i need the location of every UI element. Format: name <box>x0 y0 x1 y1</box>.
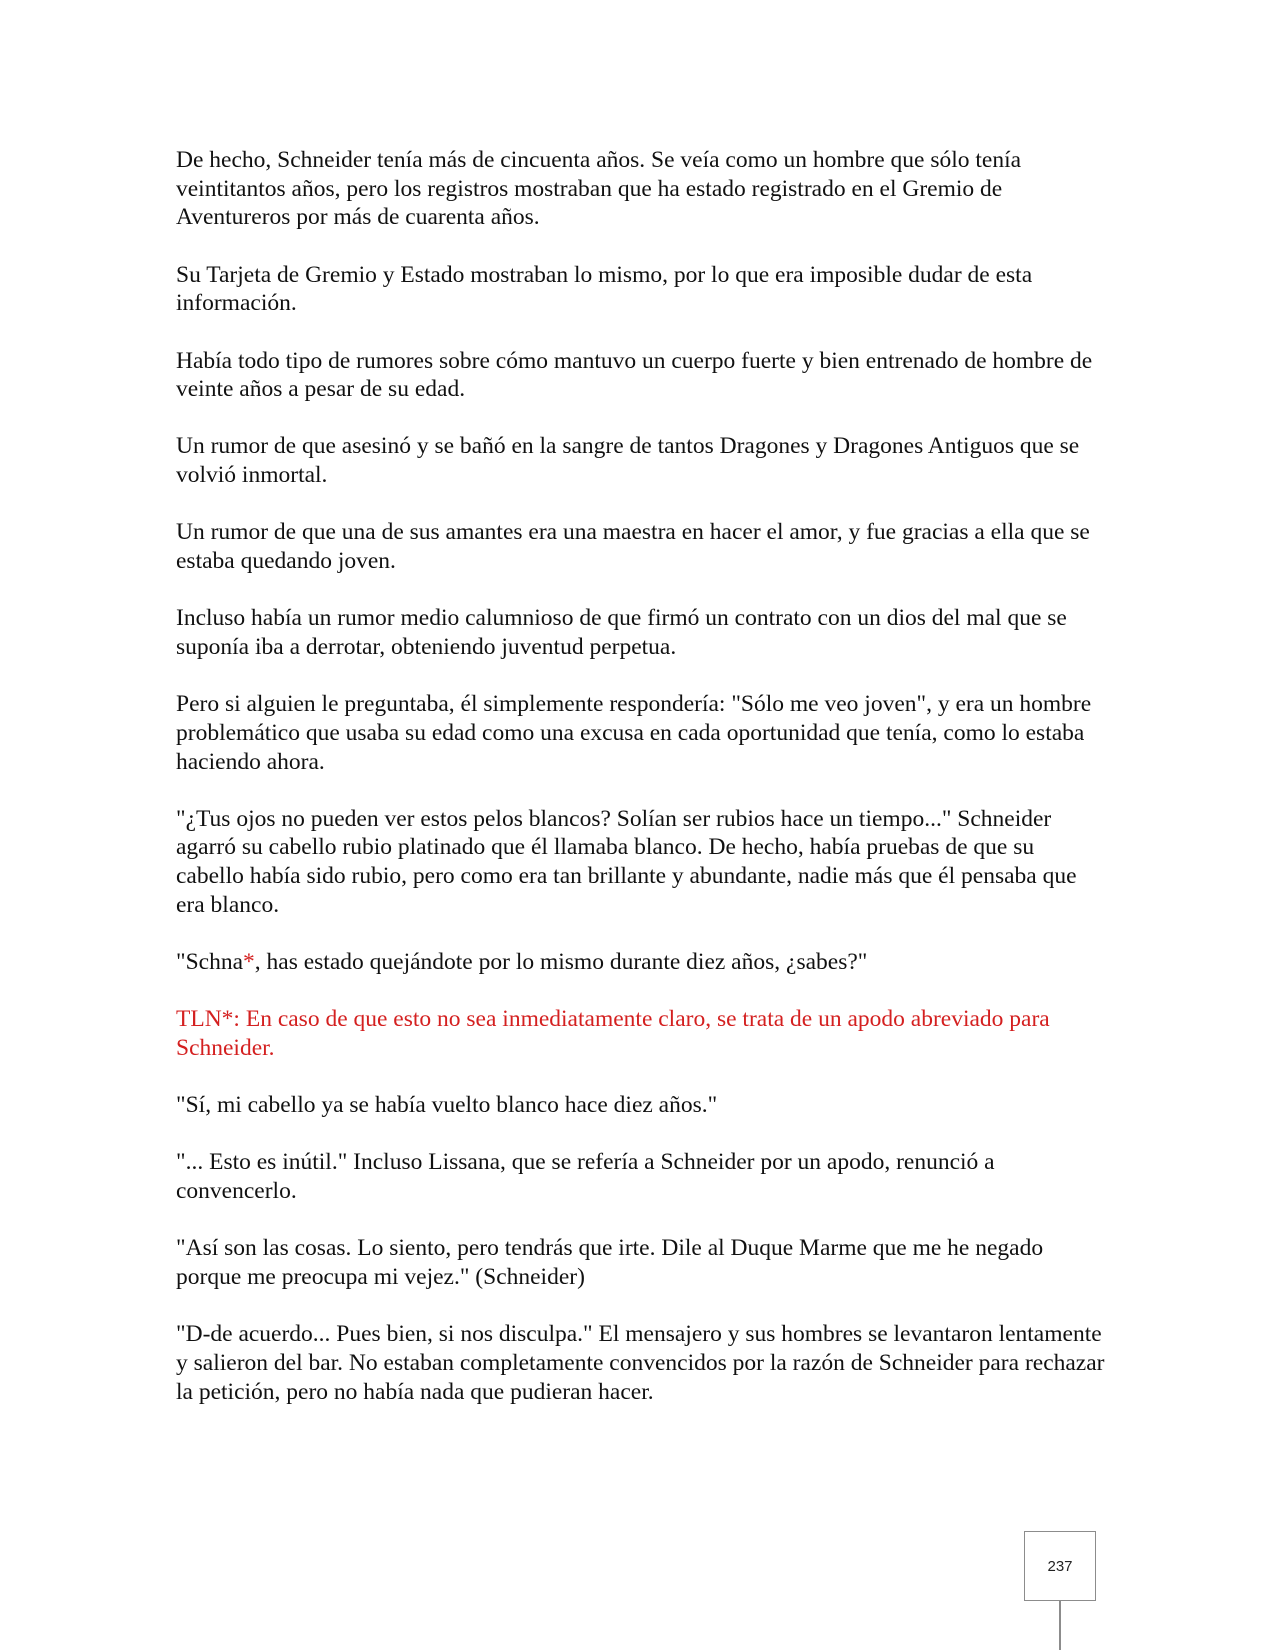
paragraph-schna <box>176 948 1106 977</box>
paragraph-6: Incluso había un rumor medio calumnioso de que firmó un contrato con un dios del mal que se suponía iba a derrotar, obteniendo juventud perpetua. <box>176 605 1067 660</box>
translator-note: TLN*: En caso de que esto no sea inmediatamente claro, se trata de un apodo abreviado para Schneider. <box>176 1006 1050 1061</box>
schna-text-after: , has estado quejándote por lo mismo durante diez años, ¿sabes?" <box>254 949 868 976</box>
paragraph-9: "Sí, mi cabello ya se había vuelto blanco hace diez años." <box>176 1092 718 1119</box>
paragraph-12: "D-de acuerdo... Pues bien, si nos disculpa." El mensajero y sus hombres se levantaron lentamente y salieron del bar. No estaban completamente convencidos por la razón de Schneider para rechazar la petición, pero no había nada que pudieran hacer. <box>176 1321 1105 1405</box>
paragraph-4: Un rumor de que asesinó y se bañó en la sangre de tantos Dragones y Dragones Antiguos que se volvió inmortal. <box>176 433 1080 489</box>
page-number: 237 <box>1047 1557 1073 1575</box>
paragraph-1: De hecho, Schneider tenía más de cincuenta años. Se veía como un hombre que sólo tenía veintitantos años, pero los registros mostraban que ha estado registrado en el Gremio de Aventureros por más de cuarenta años. <box>176 147 1022 231</box>
paragraph-11: "Así son las cosas. Lo siento, pero tendrás que irte. Dile al Duque Marme que me he negado porque me preocupa mi vejez." (Schneider) <box>176 1235 1044 1290</box>
page-number-box <box>1024 1531 1096 1601</box>
schna-text-before: "Schna <box>176 949 244 976</box>
paragraph-10: "... Esto es inútil." Incluso Lissana, que se refería a Schneider por un apodo, renunció a convencerlo. <box>176 1149 995 1205</box>
paragraph-3: Había todo tipo de rumores sobre cómo mantuvo un cuerpo fuerte y bien entrenado de hombre de veinte años a pesar de su edad. <box>176 347 1093 403</box>
page-body <box>176 146 1106 1435</box>
page-number-connector-line <box>1059 1600 1061 1650</box>
paragraph-5: Un rumor de que una de sus amantes era una maestra en hacer el amor, y fue gracias a ella que se estaba quedando joven. <box>176 519 1090 575</box>
paragraph-2: Su Tarjeta de Gremio y Estado mostraban lo mismo, por lo que era imposible dudar de esta información. <box>176 261 1033 317</box>
paragraph-8: "¿Tus ojos no pueden ver estos pelos blancos? Solían ser rubios hace un tiempo..." Schneider agarró su cabello rubio platinado que él llamaba blanco. De hecho, había pruebas de que su cabello había sido rubio, pero como era tan brillante y abundante, nadie más que él pensaba que era blanco. <box>176 805 1077 918</box>
paragraph-7: Pero si alguien le preguntaba, él simplemente respondería: "Sólo me veo joven", y era un hombre problemático que usaba su edad como una excusa en cada oportunidad que tenía, como lo estaba haciendo ahora. <box>176 691 1092 775</box>
footnote-marker: * <box>243 949 255 976</box>
